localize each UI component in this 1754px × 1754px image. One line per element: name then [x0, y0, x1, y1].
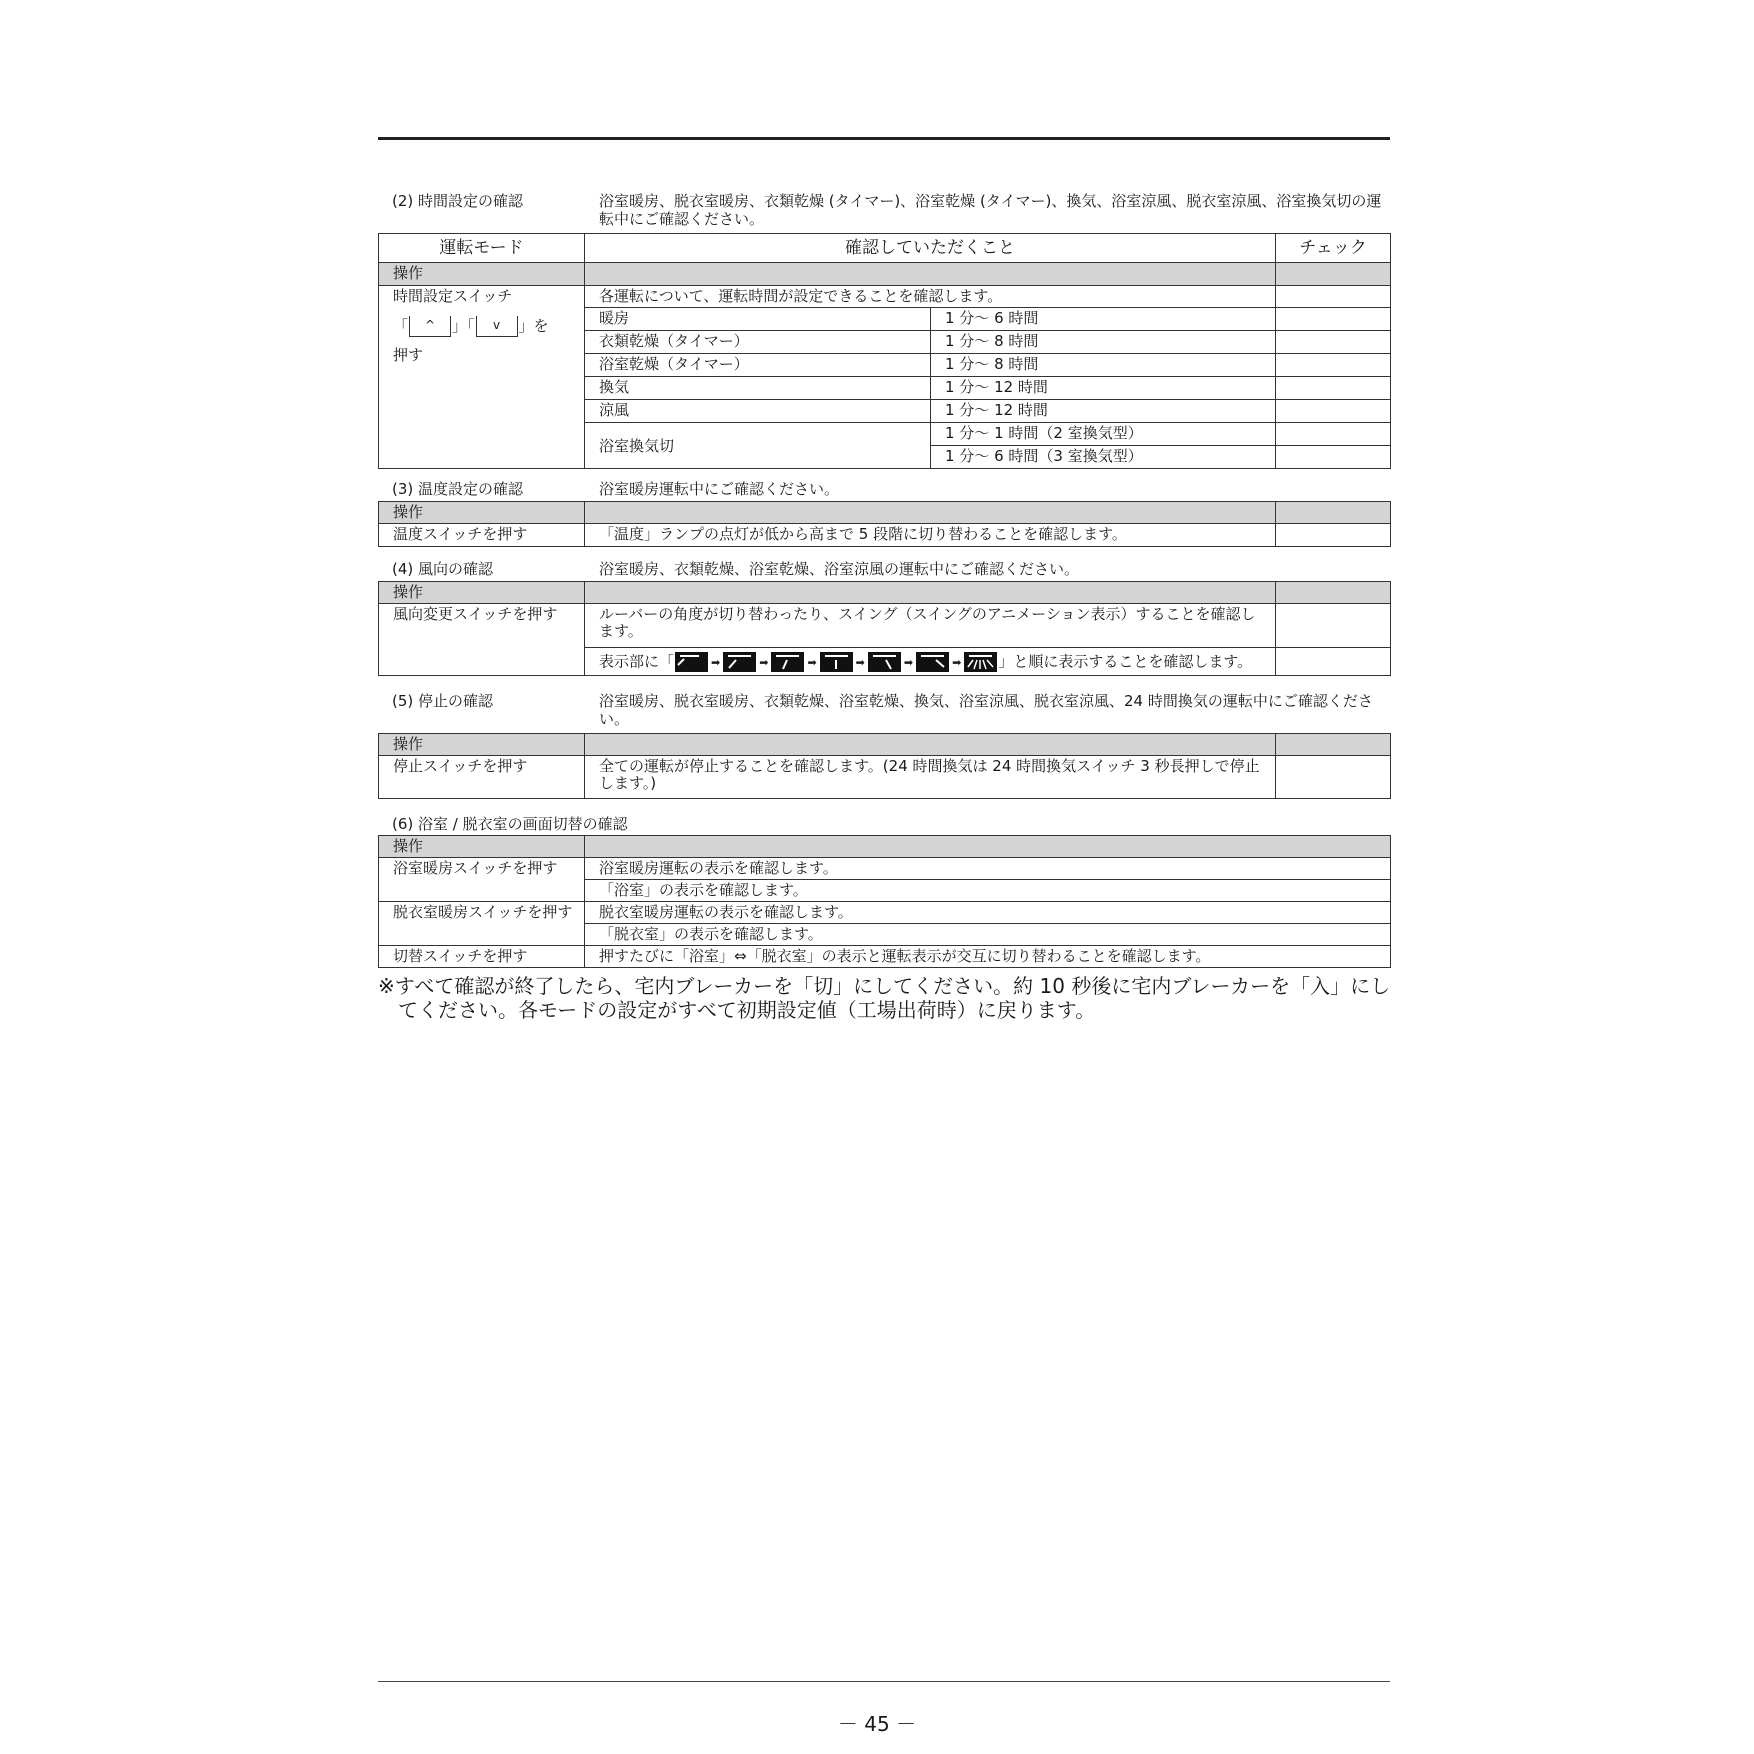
table-row: 浴室換気切 1 分～ 1 時間（2 室換気型）: [379, 423, 1391, 446]
op-label-row: [379, 263, 1391, 286]
section-3-note: 浴室暖房運転中にご確認ください。: [599, 480, 840, 498]
footnote-line1: ※すべて確認が終了したら、宅内ブレーカーを「切」にしてください。約 10 秒後に宅内ブレーカーを「入」にし: [378, 974, 1391, 998]
table-row: 衣類乾燥（タイマー） 1 分～ 8 時間: [379, 331, 1391, 354]
arrow-icon: ➡: [952, 655, 962, 669]
wind-direction-table: [378, 581, 1391, 676]
temperature-table: [378, 501, 1391, 547]
op-label: 操作: [379, 836, 585, 858]
check-cell: [1276, 308, 1391, 331]
louver-angle-4-icon: [820, 652, 853, 672]
louver-angle-6-icon: [916, 652, 949, 672]
arrow-icon: ➡: [807, 655, 817, 669]
check-cell: [1276, 756, 1391, 799]
header-mode: 運転モード: [379, 234, 585, 263]
table-row: 浴室乾燥（タイマー） 1 分～ 8 時間: [379, 354, 1391, 377]
bottom-rule: [378, 1681, 1390, 1682]
arrow-icon: ➡: [855, 655, 865, 669]
arrow-icon: ➡: [711, 655, 721, 669]
check-cell: [1276, 423, 1391, 446]
table-row: 涼風 1 分～ 12 時間: [379, 400, 1391, 423]
louver-sequence: 表示部に「 ➡ ➡ ➡ ➡ ➡ ➡ 」と順に表示することを確認します。: [585, 648, 1276, 676]
arrow-icon: ➡: [759, 655, 769, 669]
section-5-note: 浴室暖房、脱衣室暖房、衣類乾燥、浴室乾燥、換気、浴室涼風、脱衣室涼風、24 時間換気の運転中にご確認ください。: [599, 692, 1373, 728]
screen-switch-table: [378, 835, 1391, 968]
check-cell: [1276, 377, 1391, 400]
check-cell: [1276, 446, 1391, 469]
section-4-note: 浴室暖房、衣類乾燥、浴室乾燥、浴室涼風の運転中にご確認ください。: [599, 560, 1080, 578]
op-line1: 時間設定スイッチ: [393, 287, 513, 305]
page-number: － 45 －: [837, 1712, 917, 1736]
table-row: 浴室暖房スイッチを押す 浴室暖房運転の表示を確認します。: [379, 858, 1391, 880]
check-cell: [1276, 400, 1391, 423]
table-row: 風向変更スイッチを押す ルーバーの角度が切り替わったり、スイング（スイングのアニメーション表示）することを確認します。: [379, 604, 1391, 648]
table-row: 1 分～ 6 時間（3 室換気型）: [379, 446, 1391, 469]
louver-swing-icon: [964, 652, 997, 672]
section-3-title: (3) 温度設定の確認: [392, 480, 524, 498]
louver-angle-5-icon: [868, 652, 901, 672]
stop-table: [378, 733, 1391, 799]
check-cell: [1276, 524, 1391, 547]
section-5-title: (5) 停止の確認: [392, 692, 494, 710]
table-row: 「脱衣室」の表示を確認します。: [379, 924, 1391, 946]
table-row: [379, 286, 1391, 308]
up-key-icon: ^: [409, 316, 451, 337]
check-cell: [1276, 331, 1391, 354]
op-line3: 押す: [393, 346, 424, 364]
table-row: 停止スイッチを押す 全ての運転が停止することを確認します。(24 時間換気は 24 時間換気スイッチ 3 秒長押しで停止します。): [379, 756, 1391, 799]
header-confirm: 確認していただくこと: [585, 234, 1276, 263]
table-row: 脱衣室暖房スイッチを押す 脱衣室暖房運転の表示を確認します。: [379, 902, 1391, 924]
check-cell: [1276, 604, 1391, 648]
check-cell: [1276, 286, 1391, 308]
footnote: [378, 974, 1398, 1022]
arrow-icon: ➡: [903, 655, 914, 669]
footnote-line2: てください。各モードの設定がすべて初期設定値（工場出荷時）に戻ります。: [398, 998, 1096, 1022]
op-keys: 「 ^ 」「 v 」を: [393, 317, 549, 335]
op-label: 操作: [379, 502, 585, 524]
section-2-note: 浴室暖房、脱衣室暖房、衣類乾燥 (タイマー)、浴室乾燥 (タイマー)、換気、浴室涼風、脱衣室涼風、浴室換気切の運転中にご確認ください。: [599, 192, 1382, 228]
op-cell: [379, 286, 585, 469]
op-label: 操作: [379, 263, 585, 286]
section-4-title: (4) 風向の確認: [392, 560, 494, 578]
section-2-title: (2) 時間設定の確認: [392, 192, 524, 210]
down-key-icon: v: [476, 316, 518, 337]
op-label: 操作: [379, 734, 585, 756]
table-row: 換気 1 分～ 12 時間: [379, 377, 1391, 400]
table-row: 「浴室」の表示を確認します。: [379, 880, 1391, 902]
section-6-title: (6) 浴室 / 脱衣室の画面切替の確認: [392, 815, 628, 833]
check-cell: [1276, 648, 1391, 676]
table-row: 暖房 1 分～ 6 時間: [379, 308, 1391, 331]
table-row: 温度スイッチを押す 「温度」ランプの点灯が低から高まで 5 段階に切り替わることを確認します。: [379, 524, 1391, 547]
louver-angle-3-icon: [771, 652, 804, 672]
top-rule: [378, 137, 1390, 140]
header-check: チェック: [1276, 234, 1391, 263]
op-label: 操作: [379, 582, 585, 604]
louver-angle-1-icon: [675, 652, 708, 672]
table-header-row: [379, 234, 1391, 263]
check-cell: [1276, 354, 1391, 377]
table-row: 切替スイッチを押す 押すたびに「浴室」⇔「脱衣室」の表示と運転表示が交互に切り替わることを確認します。: [379, 946, 1391, 968]
intro-text: 各運転について、運転時間が設定できることを確認します。: [585, 286, 1276, 308]
time-setting-table: [378, 233, 1391, 469]
louver-angle-2-icon: [723, 652, 756, 672]
